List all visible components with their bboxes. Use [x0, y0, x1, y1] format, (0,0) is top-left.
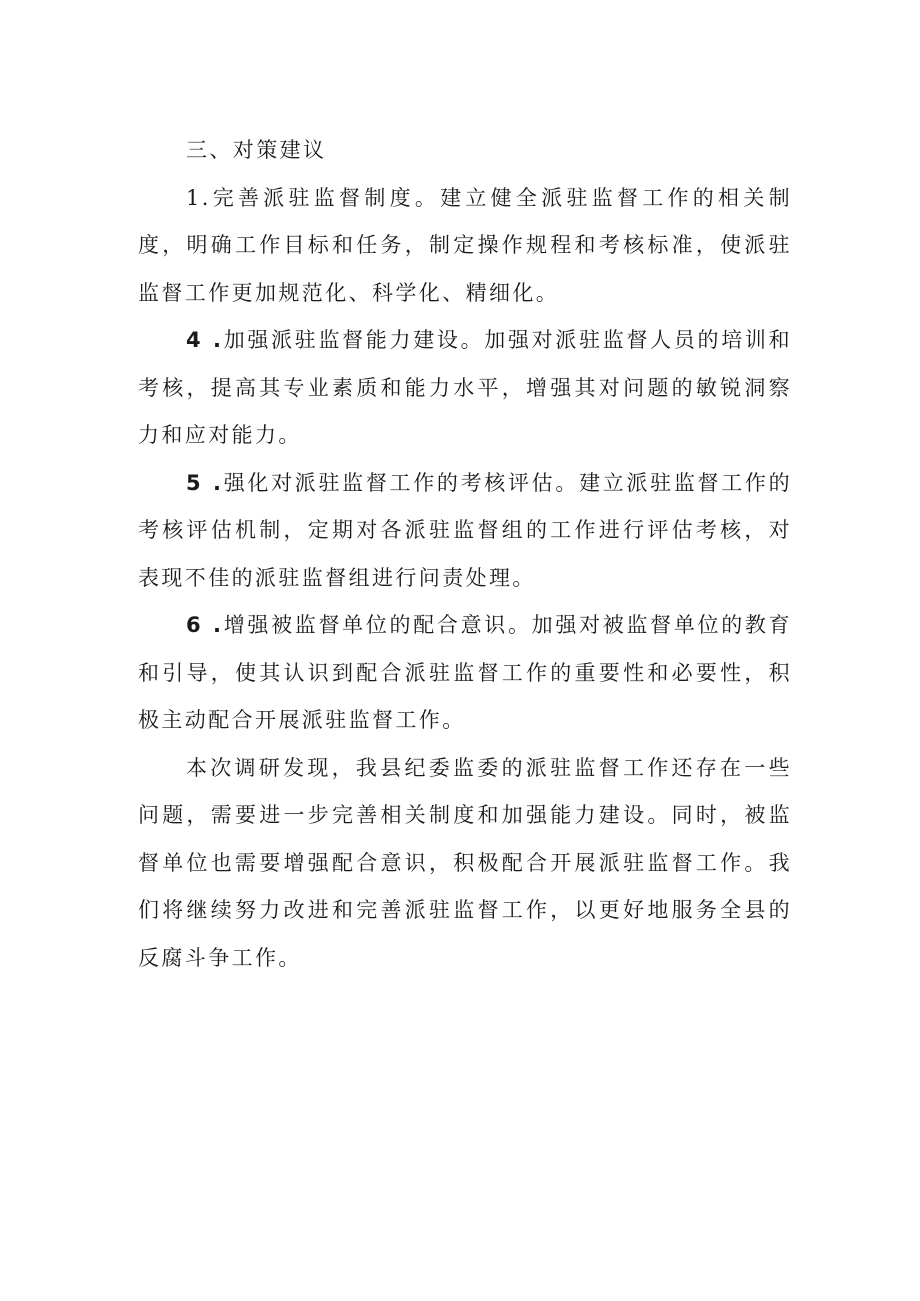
item-number: 4 . [186, 328, 224, 352]
item-number: 6 . [186, 613, 224, 637]
recommendation-item-4 [138, 317, 792, 460]
item-number: 5 . [186, 470, 224, 495]
item-number: 1. [186, 185, 211, 210]
recommendation-item-5 [138, 460, 792, 603]
recommendation-item-1 [138, 175, 792, 318]
item-text: 强化对派驻监督工作的考核评估。建立派驻监督工作的考核评估机制，定期对各派驻监督组的工作进行评估考核，对表现不佳的派驻监督组进行问责处理。 [138, 470, 792, 590]
item-text: 增强被监督单位的配合意识。加强对被监督单位的教育和引导，使其认识到配合派驻监督工作的重要性和必要性，积极主动配合开展派驻监督工作。 [138, 613, 792, 732]
section-heading: 三、对策建议 [186, 138, 327, 162]
recommendation-item-6 [138, 602, 792, 745]
item-text: 加强派驻监督能力建设。加强对派驻监督人员的培训和考核，提高其专业素质和能力水平，增强其对问题的敏锐洞察力和应对能力。 [138, 328, 792, 447]
conclusion-paragraph: 本次调研发现，我县纪委监委的派驻监督工作还存在一些问题，需要进一步完善相关制度和加强能力建设。同时，被监督单位也需要增强配合意识，积极配合开展派驻监督工作。我们将继续努力改进和完善派驻监督工作，以更好地服务全县的反腐斗争工作。 [138, 755, 792, 970]
document-body [138, 127, 792, 982]
item-text: 完善派驻监督制度。建立健全派驻监督工作的相关制度，明确工作目标和任务，制定操作规程和考核标准，使派驻监督工作更加规范化、科学化、精细化。 [138, 185, 792, 305]
